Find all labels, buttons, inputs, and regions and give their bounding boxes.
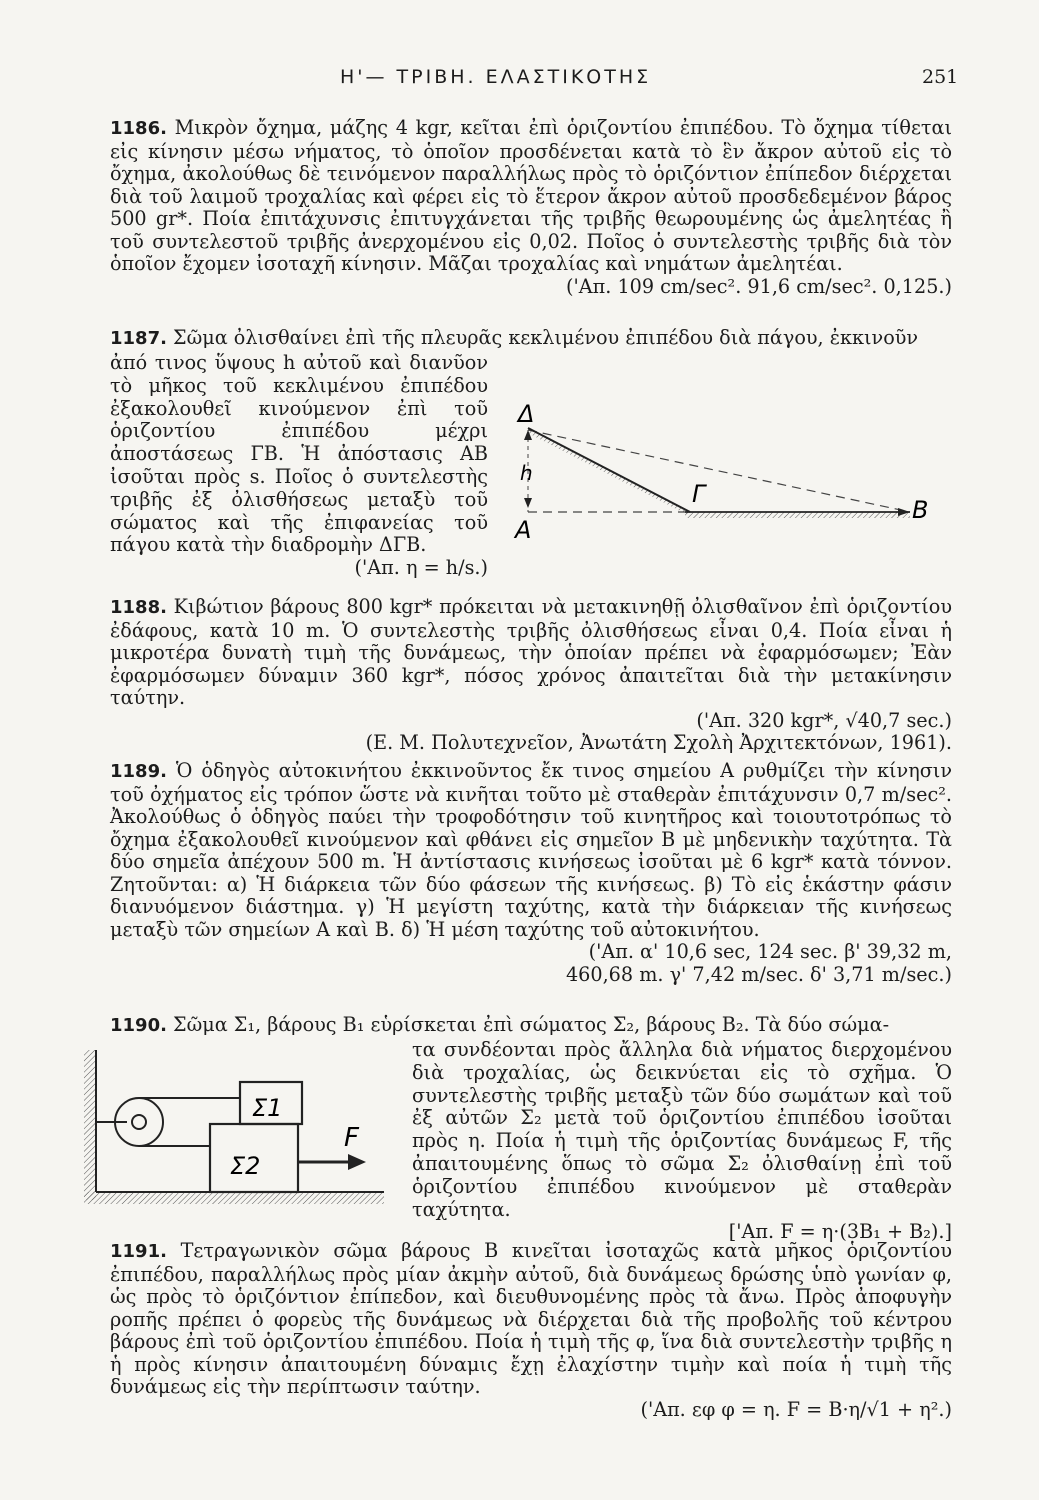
inclined-plane-figure <box>500 400 950 550</box>
answer-line2: 460,68 m. γ' 7,42 m/sec. δ' 3,71 m/sec.) <box>565 962 952 986</box>
problem-1188 <box>110 596 952 755</box>
problem-text: Τετραγωνικὸν σῶμα βάρους Β κινεῖται ἰσοταχῶς κατὰ μῆκος ὁριζοντίου ἐπιπέδου, παραλλήλως πρὸς μίαν ἀκμὴν αὐτοῦ, διὰ δυνάμεως δρώσης ὑπὸ γωνίαν φ, ὡς πρὸς τὸ ὁριζόντιον ἐπίπεδον, καὶ διευθυνομένης πρὸς τὰ ἄνω. Πρὸς ἀποφυγὴν ροπῆς πρέπει ὁ φορεὺς τῆς δυνάμεως νὰ διέρχεται διὰ τῆς προβολῆς τοῦ κέντρου βάρους ἐπὶ τοῦ ὁριζοντίου ἐπιπέδου. Ποία ἡ τιμὴ τῆς φ, ἵνα διὰ συντελεστὴν τριβῆς η ἡ πρὸς κίνησιν ἀπαιτουμένη δύναμις ἔχῃ ἐλαχίστην τιμὴν καὶ ποία ἡ τιμὴ τῆς δυνάμεως εἰς τὴν περίπτωσιν ταύτην. <box>110 1239 953 1398</box>
label-force-f: F <box>344 1123 359 1153</box>
page-number: 251 <box>922 66 959 88</box>
problem-text-line1: Σῶμα Σ₁, βάρους Β₁ εὑρίσκεται ἐπὶ σώματος Σ₂, βάρους Β₂. Τὰ δύο σώμα- <box>173 1013 890 1036</box>
problem-1187-first-line <box>110 327 952 351</box>
problem-text-line1: Σῶμα ὀλισθαίνει ἐπὶ τῆς πλευρᾶς κεκλιμένου ἐπιπέδου διὰ πάγου, ἐκκινοῦν <box>173 326 919 349</box>
label-sigma2: Σ2 <box>230 1152 261 1180</box>
problem-1189 <box>110 760 952 986</box>
problem-number: 1190. <box>110 1015 167 1036</box>
label-delta: Δ <box>518 400 535 428</box>
pulley-blocks-figure <box>82 1040 402 1220</box>
label-gamma: Γ <box>692 480 706 508</box>
label-h: h <box>520 461 533 485</box>
problem-number: 1188. <box>110 597 167 618</box>
problem-text: Κιβώτιον βάρους 800 kgr* πρόκειται νὰ μετακινηθῇ ὀλισθαῖνον ἐπὶ ὁριζοντίου ἐδάφους, κατὰ 10 m. Ὁ συντελεστὴς τριβῆς ὀλισθήσεως εἶναι 0,4. Ποία εἶναι ἡ μικροτέρα δυνατὴ τιμὴ τῆς δυνάμεως, τὴν ὁποίαν πρέπει νὰ ἐφαρμόσωμεν; Ἐὰν ἐφαρμόσωμεν δύναμιν 360 kgr*, πόσος χρόνος ἀπαιτεῖται διὰ τὴν μετακίνησιν ταύτην. <box>110 595 952 709</box>
problem-number: 1191. <box>110 1241 167 1262</box>
running-header <box>0 66 1039 96</box>
problem-1190-body <box>412 1039 952 1244</box>
problem-1191 <box>110 1240 952 1421</box>
label-beta: Β <box>912 496 929 524</box>
answer: ('Απ. η = h/s.) <box>354 556 488 580</box>
problem-1187-body <box>110 352 488 580</box>
problem-number: 1186. <box>110 118 167 139</box>
problem-1186 <box>110 117 952 298</box>
answer: ['Απ. F = η·(3Β₁ + Β₂).] <box>728 1220 952 1244</box>
problem-number: 1189. <box>110 761 167 782</box>
problem-text: ἀπό τινος ὕψους h αὐτοῦ καὶ διανῦον τὸ μῆκος τοῦ κεκλιμένου ἐπιπέδου ἐξακολουθεῖ κινούμενον ἐπὶ τοῦ ὁριζοντίου ἐπιπέδου μέχρι ἀποστάσεως ΓΒ. Ἡ ἀπόστασις ΑΒ ἰσοῦται πρὸς s. Ποῖος ὁ συντελεστὴς τριβῆς ἐξ ὀλισθήσεως μεταξὺ τοῦ σώματος καὶ τῆς ἐπιφανείας τοῦ πάγου κατὰ τὴν διαδρομὴν ΔΓΒ. <box>110 351 488 557</box>
source-citation: (Ε. Μ. Πολυτεχνεῖον, Ἀνωτάτη Σχολὴ Ἀρχιτεκτόνων, 1961). <box>365 731 952 754</box>
problem-text: Ὁ ὁδηγὸς αὐτοκινήτου ἐκκινοῦντος ἔκ τινος σημείου Α ρυθμίζει τὴν κίνησιν τοῦ ὀχήματος εἰς τρόπον ὥστε νὰ κινῆται τοῦτο μὲ σταθερὰν ἐπιτάχυνσιν 0,7 m/sec². Ἀκολούθως ὁ ὁδηγὸς παύει τὴν τροφοδότησιν τοῦ κινητῆρος καὶ τοιουτοτρόπως τὸ ὄχημα ἐξακολουθεῖ κινούμενον καὶ φθάνει εἰς σημεῖον Β μὲ μηδενικὴν ταχύτητα. Τὰ δύο σημεῖα ἀπέχουν 500 m. Ἡ ἀντίστασις κινήσεως ἰσοῦται μὲ 6 kgr* κατὰ τόννον. Ζητοῦνται: α) Ἡ διάρκεια τῶν δύο φάσεων τῆς κινήσεως. β) Τὸ εἰς ἑκάστην φάσιν διανυόμενον διάστημα. γ) Ἡ μεγίστη ταχύτης, κατὰ τὴν διάρκειαν τῆς κινήσεως μεταξὺ τῶν σημείων Α καὶ Β. δ) Ἡ μέση ταχύτης τοῦ αὐτοκινήτου. <box>110 759 952 941</box>
answer: ('Απ. εφ φ = η. F = Β·η/√1 + η².) <box>640 1397 952 1421</box>
problem-text: τα συνδέονται πρὸς ἄλληλα διὰ νήματος διερχομένου διὰ τροχαλίας, ὡς δεικνύεται εἰς τὸ σχῆμα. Ὁ συντελεστὴς τριβῆς μεταξὺ τῶν δύο σωμάτων καὶ τοῦ ἐξ αὐτῶν Σ₂ μετὰ τοῦ ὁριζοντίου ἐπιπέδου ἰσοῦται πρὸς η. Ποία ἡ τιμὴ τῆς ὁριζοντίας δυνάμεως F, τῆς ἀπαιτουμένης ὅπως τὸ σῶμα Σ₂ ὀλισθαίνῃ ἐπὶ τοῦ ὁριζοντίου ἐπιπέδου κινούμενον μὲ σταθερὰν ταχύτητα. <box>412 1038 952 1221</box>
problem-number: 1187. <box>110 328 167 349</box>
problem-1190-first-line <box>110 1014 952 1038</box>
chapter-title: Η'— ΤΡΙΒΗ. ΕΛΑΣΤΙΚΟΤΗΣ <box>340 66 652 88</box>
label-sigma1: Σ1 <box>252 1094 283 1122</box>
label-alpha: Α <box>515 516 532 544</box>
answer: ('Απ. 109 cm/sec². 91,6 cm/sec². 0,125.) <box>566 274 952 298</box>
answer: ('Απ. 320 kgr*, √40,7 sec.) <box>696 708 952 732</box>
problem-text: Μικρὸν ὄχημα, μάζης 4 kgr, κεῖται ἐπὶ ὁριζοντίου ἐπιπέδου. Τὸ ὄχημα τίθεται εἰς κίνησιν μέσω νήματος, τὸ ὁποῖον προσδένεται κατὰ τὸ ἓν ἄκρον αὐτοῦ εἰς τὸ ὄχημα, ἀκολούθως δὲ τεινόμενον παραλλήλως πρὸς τὸ ὁριζόντιον ἐπίπεδον διέρχεται διὰ τοῦ λαιμοῦ τροχαλίας καὶ φέρει εἰς τὸ ἕτερον ἄκρον αὐτοῦ προσδεδεμένον βάρος 500 gr*. Ποία ἐπιτάχυνσις ἐπιτυγχάνεται τῆς τριβῆς θεωρουμένης ὡς ἀμελητέας ἢ τοῦ συντελεστοῦ τριβῆς ἀνερχομένου εἰς 0,02. Ποῖος ὁ συντελεστὴς τριβῆς διὰ τὸν ὁποῖον ἔχομεν ἰσοταχῆ κίνησιν. Μᾶζαι τροχαλίας καὶ νημάτων ἀμελητέαι. <box>110 116 952 275</box>
answer-line1: ('Απ. α' 10,6 sec, 124 sec. β' 39,32 m, <box>588 940 952 963</box>
